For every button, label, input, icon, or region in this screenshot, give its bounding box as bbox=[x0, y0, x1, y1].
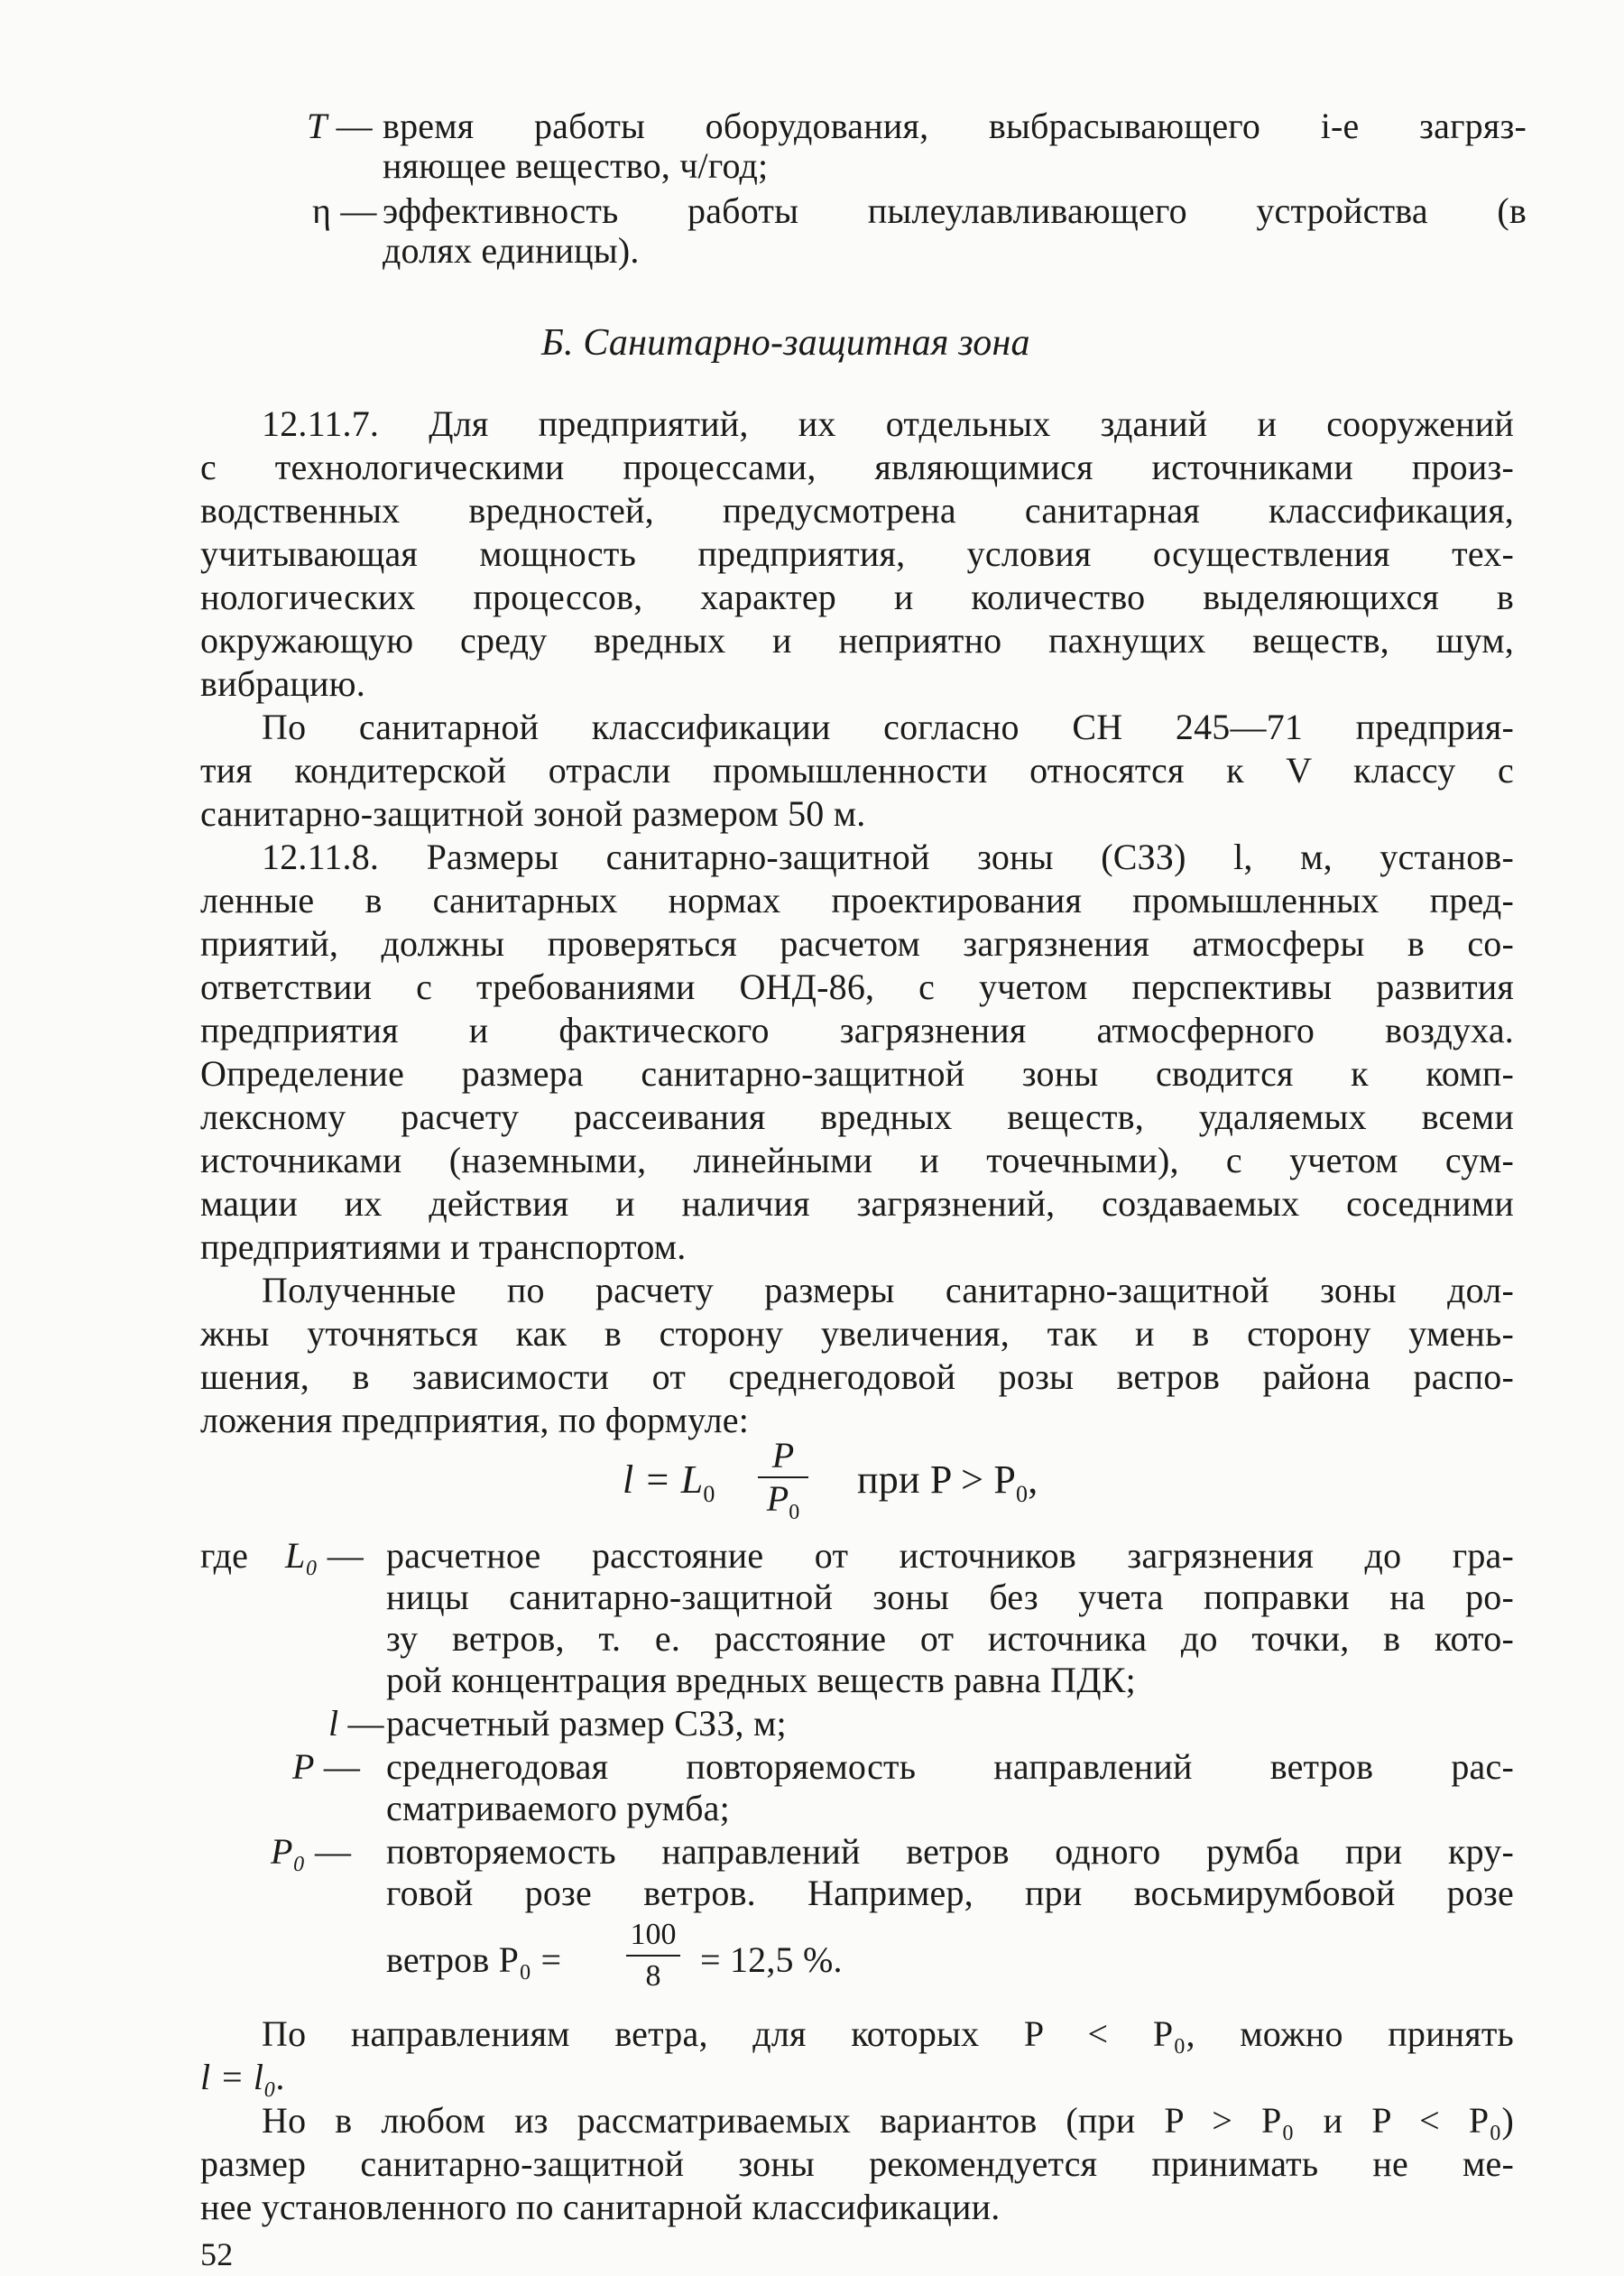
paragraph-line: окружающую среду вредных и неприятно пахнущих веществ, шум, bbox=[200, 620, 1514, 661]
paragraph-line: ленные в санитарных нормах проектирования промышленных пред- bbox=[200, 880, 1514, 921]
paragraph-line: ложения предприятия, по формуле: bbox=[200, 1400, 750, 1440]
formula-lhs: $l = L_0$ bbox=[623, 1457, 715, 1507]
def-text-line: время работы оборудования, выбрасывающего i-е загряз- bbox=[383, 106, 1527, 146]
paragraph-line: 12.11.8. Размеры санитарно-защитной зоны (СЗЗ) l, м, установ- bbox=[262, 837, 1514, 877]
paragraph-line: нологических процессов, характер и количество выделяющихся в bbox=[200, 577, 1514, 617]
def-text-line: ницы санитарно-защитной зоны без учета поправки на ро- bbox=[386, 1577, 1514, 1617]
def-symbol: P₀ — bbox=[271, 1831, 352, 1872]
paragraph-line: Определение размера санитарно-защитной зоны сводится к комп- bbox=[200, 1053, 1514, 1094]
paragraph-line: нее установленного по санитарной классификации. bbox=[200, 2187, 1001, 2227]
def-text-line: среднегодовая повторяемость направлений ветров рас- bbox=[386, 1746, 1514, 1787]
paragraph-line: l = l₀. bbox=[200, 2057, 286, 2097]
example-pre: ветров P₀ = bbox=[386, 1939, 562, 1980]
def-symbol: L₀ — bbox=[285, 1535, 364, 1576]
paragraph-line: учитывающая мощность предприятия, условия осуществления тех- bbox=[200, 533, 1514, 574]
def-symbol: l — bbox=[328, 1703, 384, 1744]
paragraph-line: источниками (наземными, линейными и точечными), с учетом сум- bbox=[200, 1140, 1514, 1180]
fraction-denominator: 8 bbox=[645, 1959, 661, 1993]
def-symbol: P — bbox=[292, 1746, 361, 1787]
def-text-line: повторяемость направлений ветров одного румба при кру- bbox=[386, 1831, 1514, 1872]
paragraph-line: жны уточняться как в сторону увеличения, так и в сторону умень- bbox=[200, 1313, 1514, 1354]
def-text-line: долях единицы). bbox=[383, 230, 640, 271]
def-symbol: T — bbox=[307, 106, 373, 146]
def-text-line: расчетный размер СЗЗ, м; bbox=[386, 1703, 787, 1744]
paragraph-line: мации их действия и наличия загрязнений, создаваемых соседними bbox=[200, 1183, 1514, 1224]
formula-condition: при $P > P_0$, bbox=[857, 1457, 1038, 1507]
def-text-line: эффективность работы пылеулавливающего устройства (в bbox=[383, 190, 1527, 231]
paragraph-line: санитарно-защитной зоной размером 50 м. bbox=[200, 793, 866, 834]
def-text-line: говой розе ветров. Например, при восьмирумбовой розе bbox=[386, 1873, 1514, 1913]
where-word: где bbox=[200, 1535, 249, 1576]
formula-fraction bbox=[758, 1435, 808, 1533]
paragraph-line: вибрацию. bbox=[200, 663, 365, 704]
paragraph-line: с технологическими процессами, являющимися источниками произ- bbox=[200, 447, 1514, 487]
paragraph-line: предприятиями и транспортом. bbox=[200, 1226, 687, 1267]
fraction-denominator: $P_0$ bbox=[766, 1478, 800, 1524]
paragraph-line: предприятия и фактического загрязнения атмосферного воздуха. bbox=[200, 1010, 1514, 1050]
paragraph-line: размер санитарно-защитной зоны рекомендуется принимать не ме- bbox=[200, 2143, 1514, 2184]
paragraph-line: По направлениям ветра, для которых P < P₀, можно принять bbox=[262, 2013, 1514, 2054]
paragraph-line: приятий, должны проверяться расчетом загрязнения атмосферы в со- bbox=[200, 923, 1514, 964]
def-text-line: рой концентрация вредных веществ равна ПДК; bbox=[386, 1660, 1136, 1700]
paragraph-line: Полученные по расчету размеры санитарно-защитной зоны дол- bbox=[262, 1270, 1514, 1310]
def-text-line: зу ветров, т. е. расстояние от источника до точки, в кото- bbox=[386, 1618, 1514, 1659]
paragraph-line: тия кондитерской отрасли промышленности относятся к V классу с bbox=[200, 750, 1514, 791]
fraction-numerator: P bbox=[771, 1435, 795, 1476]
example-post: = 12,5 %. bbox=[700, 1939, 843, 1980]
paragraph-line: По санитарной классификации согласно СН 245—71 предприя- bbox=[262, 707, 1514, 747]
page-number: 52 bbox=[200, 2236, 234, 2272]
def-text-line: сматриваемого румба; bbox=[386, 1788, 730, 1828]
paragraph-line: шения, в зависимости от среднегодовой розы ветров района распо- bbox=[200, 1356, 1514, 1397]
section-heading: Б. Санитарно-защитная зона bbox=[541, 322, 1030, 364]
def-text-line: расчетное расстояние от источников загрязнения до гра- bbox=[386, 1535, 1514, 1576]
paragraph-line: водственных вредностей, предусмотрена санитарная классификация, bbox=[200, 490, 1514, 531]
example-fraction bbox=[626, 1915, 680, 1996]
paragraph-line: Но в любом из рассматриваемых вариантов (при P > P₀ и P < P₀) bbox=[262, 2100, 1514, 2141]
def-text-line: няющее вещество, ч/год; bbox=[383, 145, 769, 186]
paragraph-line: 12.11.7. Для предприятий, их отдельных зданий и сооружений bbox=[262, 403, 1514, 444]
fraction-numerator: 100 bbox=[630, 1918, 677, 1951]
def-symbol: η — bbox=[312, 190, 377, 231]
paragraph-line: лексному расчету рассеивания вредных веществ, удаляемых всеми bbox=[200, 1096, 1514, 1137]
paragraph-line: ответствии с требованиями ОНД-86, с учетом перспективы развития bbox=[200, 967, 1514, 1007]
